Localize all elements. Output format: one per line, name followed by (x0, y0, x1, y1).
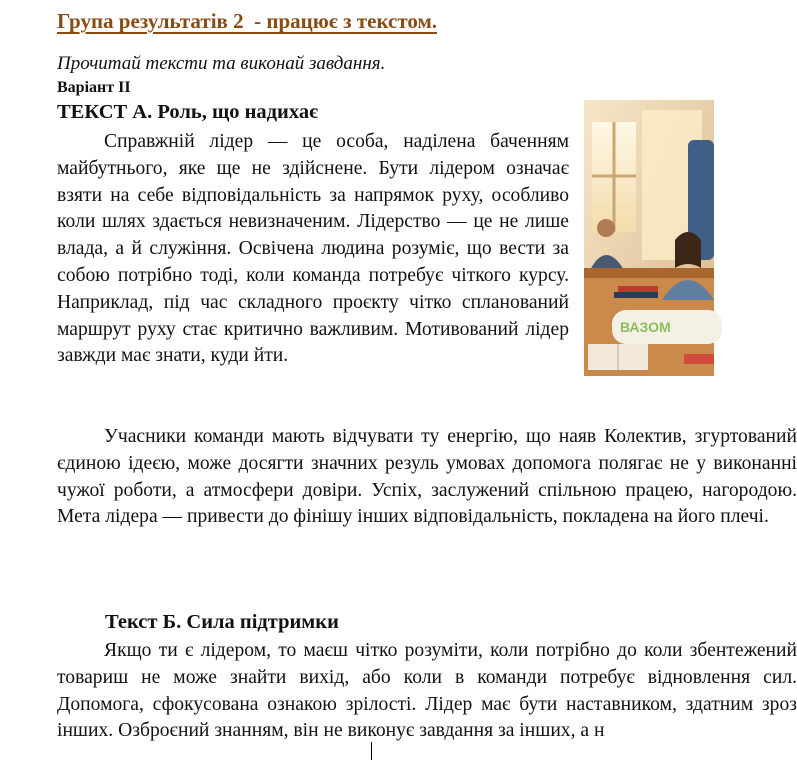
text-cursor (371, 742, 372, 760)
text-b-title: Текст Б. Сила підтримки (105, 611, 339, 633)
variant-label: Варіант ІІ (57, 79, 131, 96)
classroom-photo-icon (584, 100, 714, 376)
svg-text:ВАЗОМ: ВАЗОМ (620, 319, 671, 335)
text-a-title: ТЕКСТ А. Роль, що надихає (57, 101, 318, 123)
group-heading: Група результатів 2 - працює з текстом. (57, 9, 438, 33)
text-a-paragraph-1: Справжній лідер — це особа, наділена баченням майбутнього, яке ще не здійснене. Бути лідером означає взяти на себе відповідальність за напрямок руху, особливо коли шлях здається невизначеним. Лідерство — це не лише влада, а й служіння. Освічена людина розуміє, що вести за собою потрібно тоді, коли команда потребує чіткого курсу. Наприклад, під час складного проєкту чітко спланований маршрут руху стає критично важливим. Мотивований лідер завжди має знати, куди йти. (57, 131, 569, 367)
text-b-paragraph-1: Якщо ти є лідером, то маєш чітко розуміти, коли потрібно до коли збентежений товариш не може знайти вихід, або коли в команди потребує відновлення сил. Допомога, сфокусована ознакою зрілості. Лідер має бути наставником, здатним зроз інших. Озброєний знанням, він не виконує завдання за інших, а н (57, 640, 797, 742)
classroom-photo (584, 100, 714, 376)
instruction-text: Прочитай тексти та виконай завдання. (57, 53, 386, 74)
text-a-paragraph-2: Учасники команди мають відчувати ту енергію, що наяв Колектив, згуртований єдиною ідеєю, може досягти значних резуль умовах допомога полягає не у виконанні чужої роботи, а атмосфери довіри. Успіх, заслужений спільною працею, нагородою. Мета лідера — привести до фінішу інших відповідальність, покладена на його плечі. (57, 426, 797, 528)
